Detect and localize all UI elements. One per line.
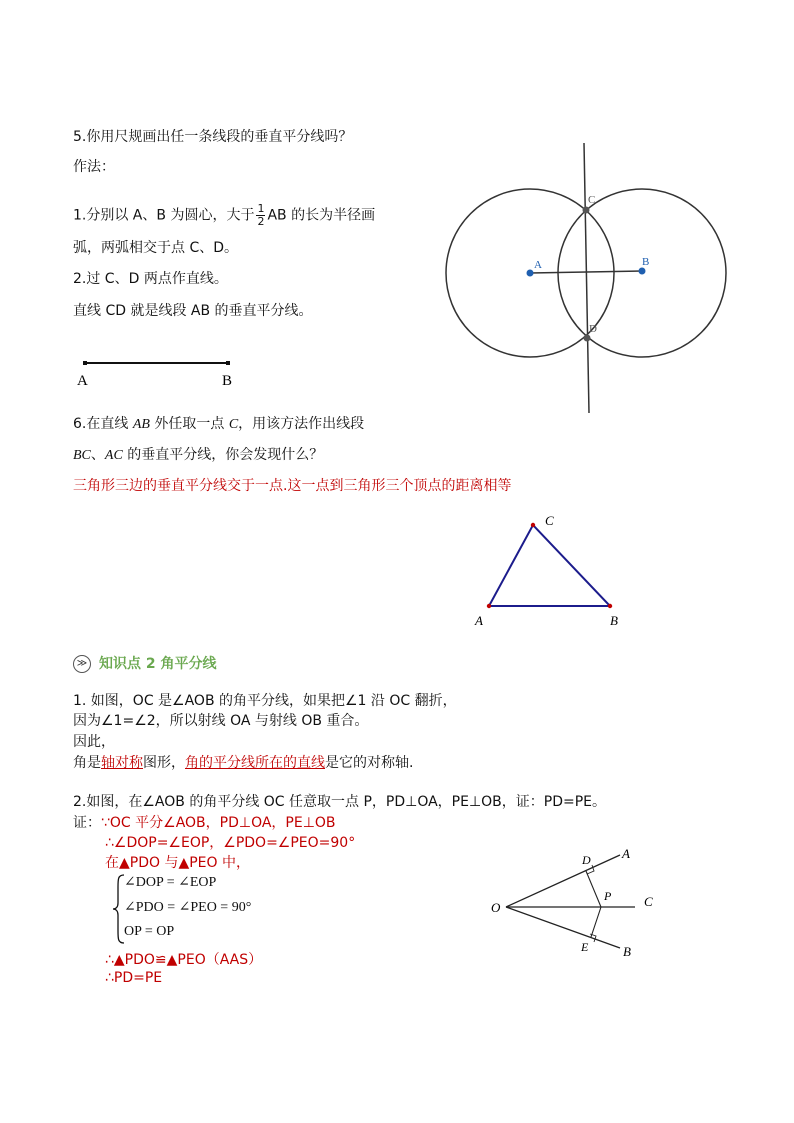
- blank-bisector-line: 角的平分线所在的直线: [185, 755, 325, 771]
- q5-step1-cont: 弧，两弧相交于点 C、D。: [73, 240, 239, 256]
- q2-proof-line1: [73, 812, 336, 832]
- triangle-label-a: A: [475, 613, 483, 628]
- fig-label-o: O: [491, 900, 501, 915]
- q5-conclusion: 直线 CD 就是线段 AB 的垂直平分线。: [73, 303, 313, 319]
- proof-label: 证：: [73, 815, 101, 831]
- point-c: [583, 207, 590, 214]
- point-a: [527, 270, 534, 277]
- half-fraction: $\frac{1}{2}$: [257, 202, 265, 228]
- q6-line1: 6.在直线 AB 外任取一点 C，用该方法作出线段: [73, 416, 365, 432]
- because-line: ∵OC 平分∠AOB，PD⊥OA，PE⊥OB: [101, 815, 336, 831]
- q6-answer: 三角形三边的垂直平分线交于一点.这一点到三角形三个顶点的距离相等: [73, 478, 512, 494]
- q1-line1: 1. 如图，OC 是∠AOB 的角平分线，如果把∠1 沿 OC 翻折，: [73, 693, 457, 709]
- perpendicular-bisector-figure: [440, 140, 740, 420]
- q5-method-label: 作法：: [73, 159, 115, 175]
- fig-label-p: P: [604, 889, 612, 903]
- section2-header: [73, 653, 217, 673]
- angle-bisector-figure: [485, 840, 665, 970]
- fig-label-a: A: [622, 846, 630, 861]
- q5-step1: [73, 203, 375, 228]
- brace-line-1: ∠DOP = ∠EOP: [124, 875, 217, 890]
- ray-oa: [506, 855, 620, 907]
- segment-label-b: B: [222, 373, 233, 389]
- segment-pd: [586, 871, 601, 907]
- section-arrow-icon: ≫: [73, 655, 91, 673]
- q5-step1-post: AB 的长为半径画: [267, 207, 376, 224]
- q5-step2: 2.过 C、D 两点作直线。: [73, 271, 228, 287]
- triangle-abc-figure: [465, 505, 635, 635]
- q2-problem: 2.如图，在∠AOB 的角平分线 OC 任意取一点 P，PD⊥OA，PE⊥OB，证：PD=PE。: [73, 794, 607, 810]
- fig-label-d: D: [582, 853, 591, 867]
- label-c: C: [588, 194, 596, 206]
- point-d: [584, 335, 591, 342]
- therefore-line2: ∴▲PDO≌▲PEO（AAS）: [105, 952, 263, 968]
- segment-ab: [530, 271, 642, 273]
- section2-title: 知识点 2 角平分线: [99, 656, 217, 672]
- fig-label-c: C: [644, 894, 653, 909]
- blank-axis-symmetric: 轴对称: [101, 755, 143, 771]
- fig-label-b: B: [623, 944, 631, 959]
- triangle-point-c: [531, 523, 535, 527]
- therefore-line1: ∴∠DOP=∠EOP，∠PDO=∠PEO=90°: [105, 835, 356, 851]
- brace-line-2: ∠PDO = ∠PEO = 90°: [124, 900, 252, 915]
- triangle-point-a: [487, 604, 491, 608]
- in-triangles-line: 在▲PDO 与▲PEO 中，: [105, 855, 250, 871]
- triangle-label-b: B: [610, 613, 618, 628]
- point-b: [639, 268, 646, 275]
- segment-ab-figure: [70, 352, 250, 392]
- line-cd: [584, 143, 589, 413]
- triangle-label-c: C: [545, 513, 554, 528]
- q1-line4: 角是轴对称图形，角的平分线所在的直线是它的对称轴.: [73, 755, 414, 771]
- fig-label-e: E: [581, 940, 589, 954]
- q1-line2: 因为∠1=∠2，所以射线 OA 与射线 OB 重合。: [73, 713, 369, 729]
- label-b: B: [642, 256, 650, 268]
- label-a: A: [534, 259, 542, 271]
- segment-pe: [591, 907, 601, 937]
- therefore-line3: ∴PD=PE: [105, 970, 163, 986]
- q5-step1-pre: 1.分别以 A、B 为圆心，大于: [73, 207, 255, 224]
- q6-line2: BC、AC 的垂直平分线，你会发现什么？: [73, 447, 324, 463]
- q1-line3: 因此，: [73, 734, 115, 750]
- triangle-point-b: [608, 604, 612, 608]
- brace-line-3: OP = OP: [124, 924, 175, 939]
- q5-title: 5.你用尺规画出任一条线段的垂直平分线吗？: [73, 129, 353, 145]
- segment-label-a: A: [77, 373, 88, 389]
- ray-ob: [506, 907, 620, 948]
- label-d: D: [589, 323, 597, 335]
